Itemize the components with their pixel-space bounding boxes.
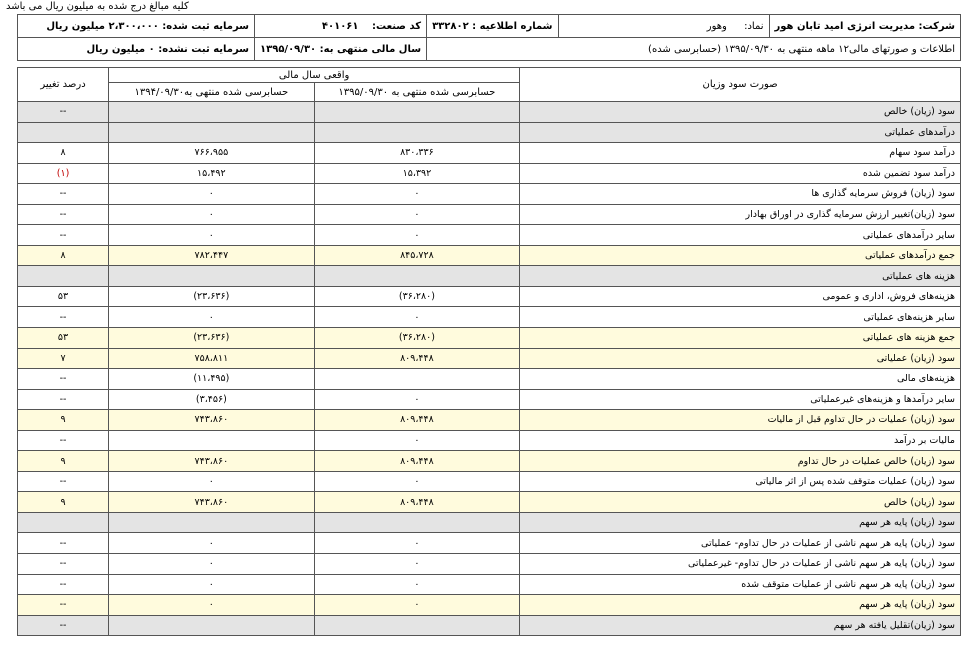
table-row: [18, 615, 961, 636]
row-current-value: ۰: [314, 471, 520, 492]
row-prior-value: (۳،۴۵۶): [109, 389, 315, 410]
table-row: [18, 122, 961, 143]
row-label: سود (زیان) عملیات متوقف شده پس از اثر مالیاتی: [520, 471, 961, 492]
row-prior-value: [109, 266, 315, 287]
row-percent-change: ۹: [18, 451, 109, 472]
row-percent-change: ۵۳: [18, 286, 109, 307]
row-label: درآمد سود تضمین شده: [520, 163, 961, 184]
row-percent-change: --: [18, 307, 109, 328]
table-row: [18, 410, 961, 431]
row-percent-change: [18, 512, 109, 533]
row-percent-change: --: [18, 369, 109, 390]
row-current-value: ۰: [314, 574, 520, 595]
row-prior-value: ۰: [109, 554, 315, 575]
row-prior-value: ۰: [109, 471, 315, 492]
notice-label: شماره اطلاعیه :: [472, 20, 553, 32]
industry-value: ۴۰۱۰۶۱: [321, 20, 359, 32]
row-label: سود (زیان) خالص: [520, 102, 961, 123]
table-row: [18, 492, 961, 513]
row-percent-change: --: [18, 533, 109, 554]
table-row: [18, 286, 961, 307]
row-label: سود (زیان) پایه هر سهم ناشی از عملیات در حال تداوم- عملیاتی: [520, 533, 961, 554]
row-prior-value: (۲۳،۶۳۶): [109, 328, 315, 349]
row-prior-value: ۱۵،۴۹۲: [109, 163, 315, 184]
table-row: [18, 102, 961, 123]
row-current-value: ۰: [314, 307, 520, 328]
table-row: [18, 389, 961, 410]
row-current-value: [314, 122, 520, 143]
table-row: [18, 163, 961, 184]
row-label: هزینه‌های فروش، اداری و عمومی: [520, 286, 961, 307]
row-percent-change: --: [18, 554, 109, 575]
row-current-value: ۰: [314, 225, 520, 246]
table-row: [18, 245, 961, 266]
company-cell: [769, 15, 960, 38]
row-label: سود (زیان) فروش سرمایه گذاری ها: [520, 184, 961, 205]
table-row: [18, 184, 961, 205]
row-percent-change: --: [18, 204, 109, 225]
row-label: سود (زیان)تقلیل یافته هر سهم: [520, 615, 961, 636]
notice-value: ۳۳۲۸۰۲: [432, 20, 469, 32]
header-prior-period: حسابرسی شده منتهی به۱۳۹۴/۰۹/۳۰: [109, 83, 315, 102]
row-current-value: ۸۰۹،۴۴۸: [314, 348, 520, 369]
row-prior-value: [109, 102, 315, 123]
row-prior-value: ۷۴۳،۸۶۰: [109, 451, 315, 472]
row-label: سایر درآمدهای عملیاتی: [520, 225, 961, 246]
row-current-value: ۸۰۹،۴۴۸: [314, 451, 520, 472]
row-percent-change: --: [18, 389, 109, 410]
row-current-value: ۸۰۹،۴۴۸: [314, 492, 520, 513]
row-prior-value: ۰: [109, 574, 315, 595]
row-prior-value: ۷۸۲،۴۴۷: [109, 245, 315, 266]
row-current-value: ۱۵،۳۹۲: [314, 163, 520, 184]
row-percent-change: ۸: [18, 245, 109, 266]
row-percent-change: ۹: [18, 492, 109, 513]
row-current-value: [314, 369, 520, 390]
row-label: سود (زیان) خالص: [520, 492, 961, 513]
header-group: واقعی سال مالی: [109, 68, 520, 83]
row-prior-value: ۷۴۳،۸۶۰: [109, 492, 315, 513]
row-current-value: [314, 266, 520, 287]
report-description: اطلاعات و صورتهای مالی۱۲ ماهه منتهی به ۱۳۹۵/۰۹/۳۰ (حسابرسی شده): [427, 38, 961, 61]
row-current-value: [314, 102, 520, 123]
symbol-label: نماد:: [744, 20, 764, 32]
row-percent-change: [18, 122, 109, 143]
row-current-value: ۰: [314, 533, 520, 554]
table-row: [18, 554, 961, 575]
row-percent-change: --: [18, 471, 109, 492]
row-label: سایر هزینه‌های عملیاتی: [520, 307, 961, 328]
company-label: شرکت:: [918, 20, 955, 32]
row-label: سود (زیان) پایه هر سهم: [520, 512, 961, 533]
row-percent-change: --: [18, 615, 109, 636]
table-row: [18, 266, 961, 287]
row-current-value: ۰: [314, 204, 520, 225]
row-label: سود (زیان) پایه هر سهم: [520, 595, 961, 616]
table-row: [18, 430, 961, 451]
row-current-value: [314, 512, 520, 533]
row-current-value: (۳۶،۲۸۰): [314, 286, 520, 307]
row-current-value: ۸۳۰،۳۳۶: [314, 143, 520, 164]
row-label: مالیات بر درآمد: [520, 430, 961, 451]
industry-label: کد صنعت:: [372, 20, 422, 32]
row-current-value: ۸۰۹،۴۴۸: [314, 410, 520, 431]
row-percent-change: ۷: [18, 348, 109, 369]
table-row: [18, 204, 961, 225]
row-label: سود (زیان) خالص عملیات در حال تداوم: [520, 451, 961, 472]
row-label: سود (زیان) عملیاتی: [520, 348, 961, 369]
row-current-value: ۰: [314, 554, 520, 575]
notice-cell: [427, 15, 558, 38]
table-row: [18, 471, 961, 492]
row-percent-change: --: [18, 595, 109, 616]
fiscal-year: سال مالی منتهی به: ۱۳۹۵/۰۹/۳۰: [255, 38, 427, 61]
row-percent-change: --: [18, 184, 109, 205]
table-row: [18, 143, 961, 164]
row-current-value: ۰: [314, 595, 520, 616]
company-info-header: [17, 14, 961, 61]
row-prior-value: ۰: [109, 204, 315, 225]
row-prior-value: ۰: [109, 184, 315, 205]
amounts-note: کلیه مبالغ درج شده به میلیون ریال می باشد: [6, 1, 189, 12]
row-percent-change: ۵۳: [18, 328, 109, 349]
row-prior-value: ۷۴۳،۸۶۰: [109, 410, 315, 431]
row-prior-value: ۷۵۸،۸۱۱: [109, 348, 315, 369]
industry-cell: [255, 15, 427, 38]
row-percent-change: --: [18, 102, 109, 123]
row-label: سایر درآمدها و هزینه‌های غیرعملیاتی: [520, 389, 961, 410]
row-percent-change: [18, 266, 109, 287]
row-label: درآمد سود سهام: [520, 143, 961, 164]
symbol-value: وهور: [706, 20, 727, 32]
row-current-value: (۳۶،۲۸۰): [314, 328, 520, 349]
table-row: [18, 225, 961, 246]
row-prior-value: [109, 615, 315, 636]
row-label: هزینه های عملیاتی: [520, 266, 961, 287]
row-prior-value: ۰: [109, 307, 315, 328]
row-prior-value: (۲۳،۶۳۶): [109, 286, 315, 307]
row-label: جمع درآمدهای عملیاتی: [520, 245, 961, 266]
company-name: مدیریت انرژی امید تابان هور: [774, 20, 916, 32]
row-percent-change: --: [18, 225, 109, 246]
row-current-value: ۰: [314, 430, 520, 451]
table-row: [18, 451, 961, 472]
row-percent-change: ۹: [18, 410, 109, 431]
row-current-value: ۰: [314, 389, 520, 410]
row-current-value: [314, 615, 520, 636]
row-label: جمع هزینه های عملیاتی: [520, 328, 961, 349]
row-label: سود (زیان) پایه هر سهم ناشی از عملیات در حال تداوم- غیرعملیاتی: [520, 554, 961, 575]
row-label: درآمدهای عملیاتی: [520, 122, 961, 143]
row-current-value: ۸۴۵،۷۲۸: [314, 245, 520, 266]
row-prior-value: ۰: [109, 533, 315, 554]
registered-capital: سرمایه ثبت شده: ۲،۳۰۰،۰۰۰ میلیون ریال: [18, 15, 255, 38]
row-prior-value: [109, 122, 315, 143]
table-row: [18, 348, 961, 369]
row-label: سود (زیان) عملیات در حال تداوم قبل از مالیات: [520, 410, 961, 431]
row-prior-value: ۰: [109, 225, 315, 246]
header-percent-change: درصد تغییر: [18, 68, 109, 102]
income-statement-table: [17, 67, 961, 636]
table-row: [18, 307, 961, 328]
row-prior-value: (۱۱،۴۹۵): [109, 369, 315, 390]
row-percent-change: --: [18, 430, 109, 451]
row-prior-value: ۷۶۶،۹۵۵: [109, 143, 315, 164]
row-percent-change: --: [18, 574, 109, 595]
symbol-cell: [558, 15, 769, 38]
table-row: [18, 369, 961, 390]
row-label: سود (زیان) پایه هر سهم ناشی از عملیات متوقف شده: [520, 574, 961, 595]
row-percent-change: (۱): [18, 163, 109, 184]
row-label: سود (زیان)تغییر ارزش سرمایه گذاری در اوراق بهادار: [520, 204, 961, 225]
row-percent-change: ۸: [18, 143, 109, 164]
table-row: [18, 512, 961, 533]
table-row: [18, 574, 961, 595]
unregistered-capital: سرمایه ثبت نشده: ۰ میلیون ریال: [18, 38, 255, 61]
row-prior-value: [109, 512, 315, 533]
row-prior-value: ۰: [109, 595, 315, 616]
row-current-value: ۰: [314, 184, 520, 205]
table-row: [18, 595, 961, 616]
table-row: [18, 533, 961, 554]
table-row: [18, 328, 961, 349]
row-label: هزینه‌های مالی: [520, 369, 961, 390]
header-label: صورت سود وزیان: [520, 68, 961, 102]
row-prior-value: [109, 430, 315, 451]
header-current-period: حسابرسی شده منتهی به ۱۳۹۵/۰۹/۳۰: [314, 83, 520, 102]
